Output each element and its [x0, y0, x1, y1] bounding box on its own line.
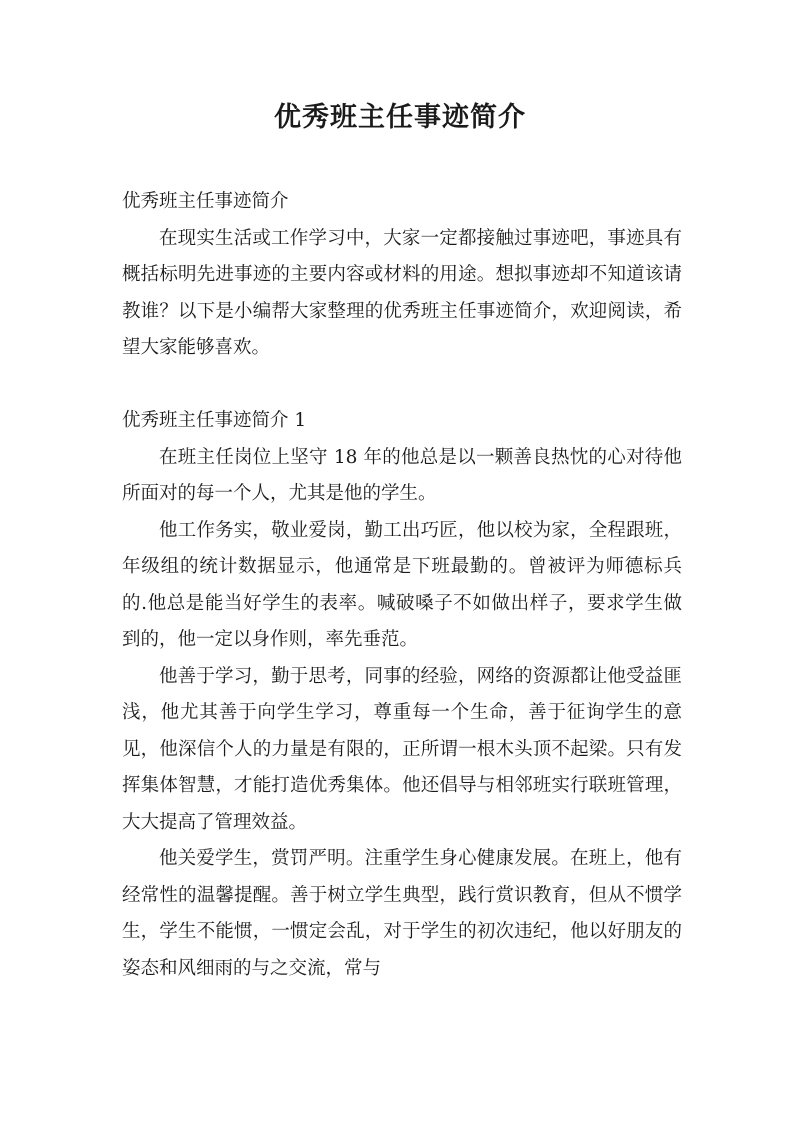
section-heading-1: 优秀班主任事迹简介 1 [122, 410, 307, 431]
document-body [122, 184, 682, 987]
section-heading-intro: 优秀班主任事迹简介 [122, 191, 289, 212]
section-1-paragraph-2: 他工作务实，敬业爱岗，勤工出巧匠，他以校为家，全程跟班，年级组的统计数据显示，他通常是下班最勤的。曾被评为师德标兵的.他总是能当好学生的表率。喊破嗓子不如做出样子，要求学生做到的，他一定以身作则，率先垂范。 [122, 519, 682, 650]
section-1-paragraph-4: 他关爱学生，赏罚严明。注重学生身心健康发展。在班上，他有经常性的温馨提醒。善于树立学生典型，践行赏识教育，但从不惯学生，学生不能惯，一惯定会乱，对于学生的初次违纪，他以好朋友的姿态和风细雨的与之交流，常与 [122, 848, 682, 979]
intro-paragraph: 在现实生活或工作学习中，大家一定都接触过事迹吧，事迹具有概括标明先进事迹的主要内容或材料的用途。想拟事迹却不知道该请教谁？以下是小编帮大家整理的优秀班主任事迹简介，欢迎阅读，希望大家能够喜欢。 [122, 227, 682, 358]
document-title: 优秀班主任事迹简介 [274, 102, 526, 133]
section-1-paragraph-1: 在班主任岗位上坚守 18 年的他总是以一颗善良热忱的心对待他所面对的每一个人，尤其是他的学生。 [122, 446, 682, 504]
section-1-paragraph-3: 他善于学习，勤于思考，同事的经验，网络的资源都让他受益匪浅，他尤其善于向学生学习，尊重每一个生命，善于征询学生的意见，他深信个人的力量是有限的，正所谓一根木头顶不起梁。只有发挥集体智慧，才能打造优秀集体。他还倡导与相邻班实行联班管理，大大提高了管理效益。 [122, 665, 682, 833]
section-spacer [122, 367, 682, 404]
